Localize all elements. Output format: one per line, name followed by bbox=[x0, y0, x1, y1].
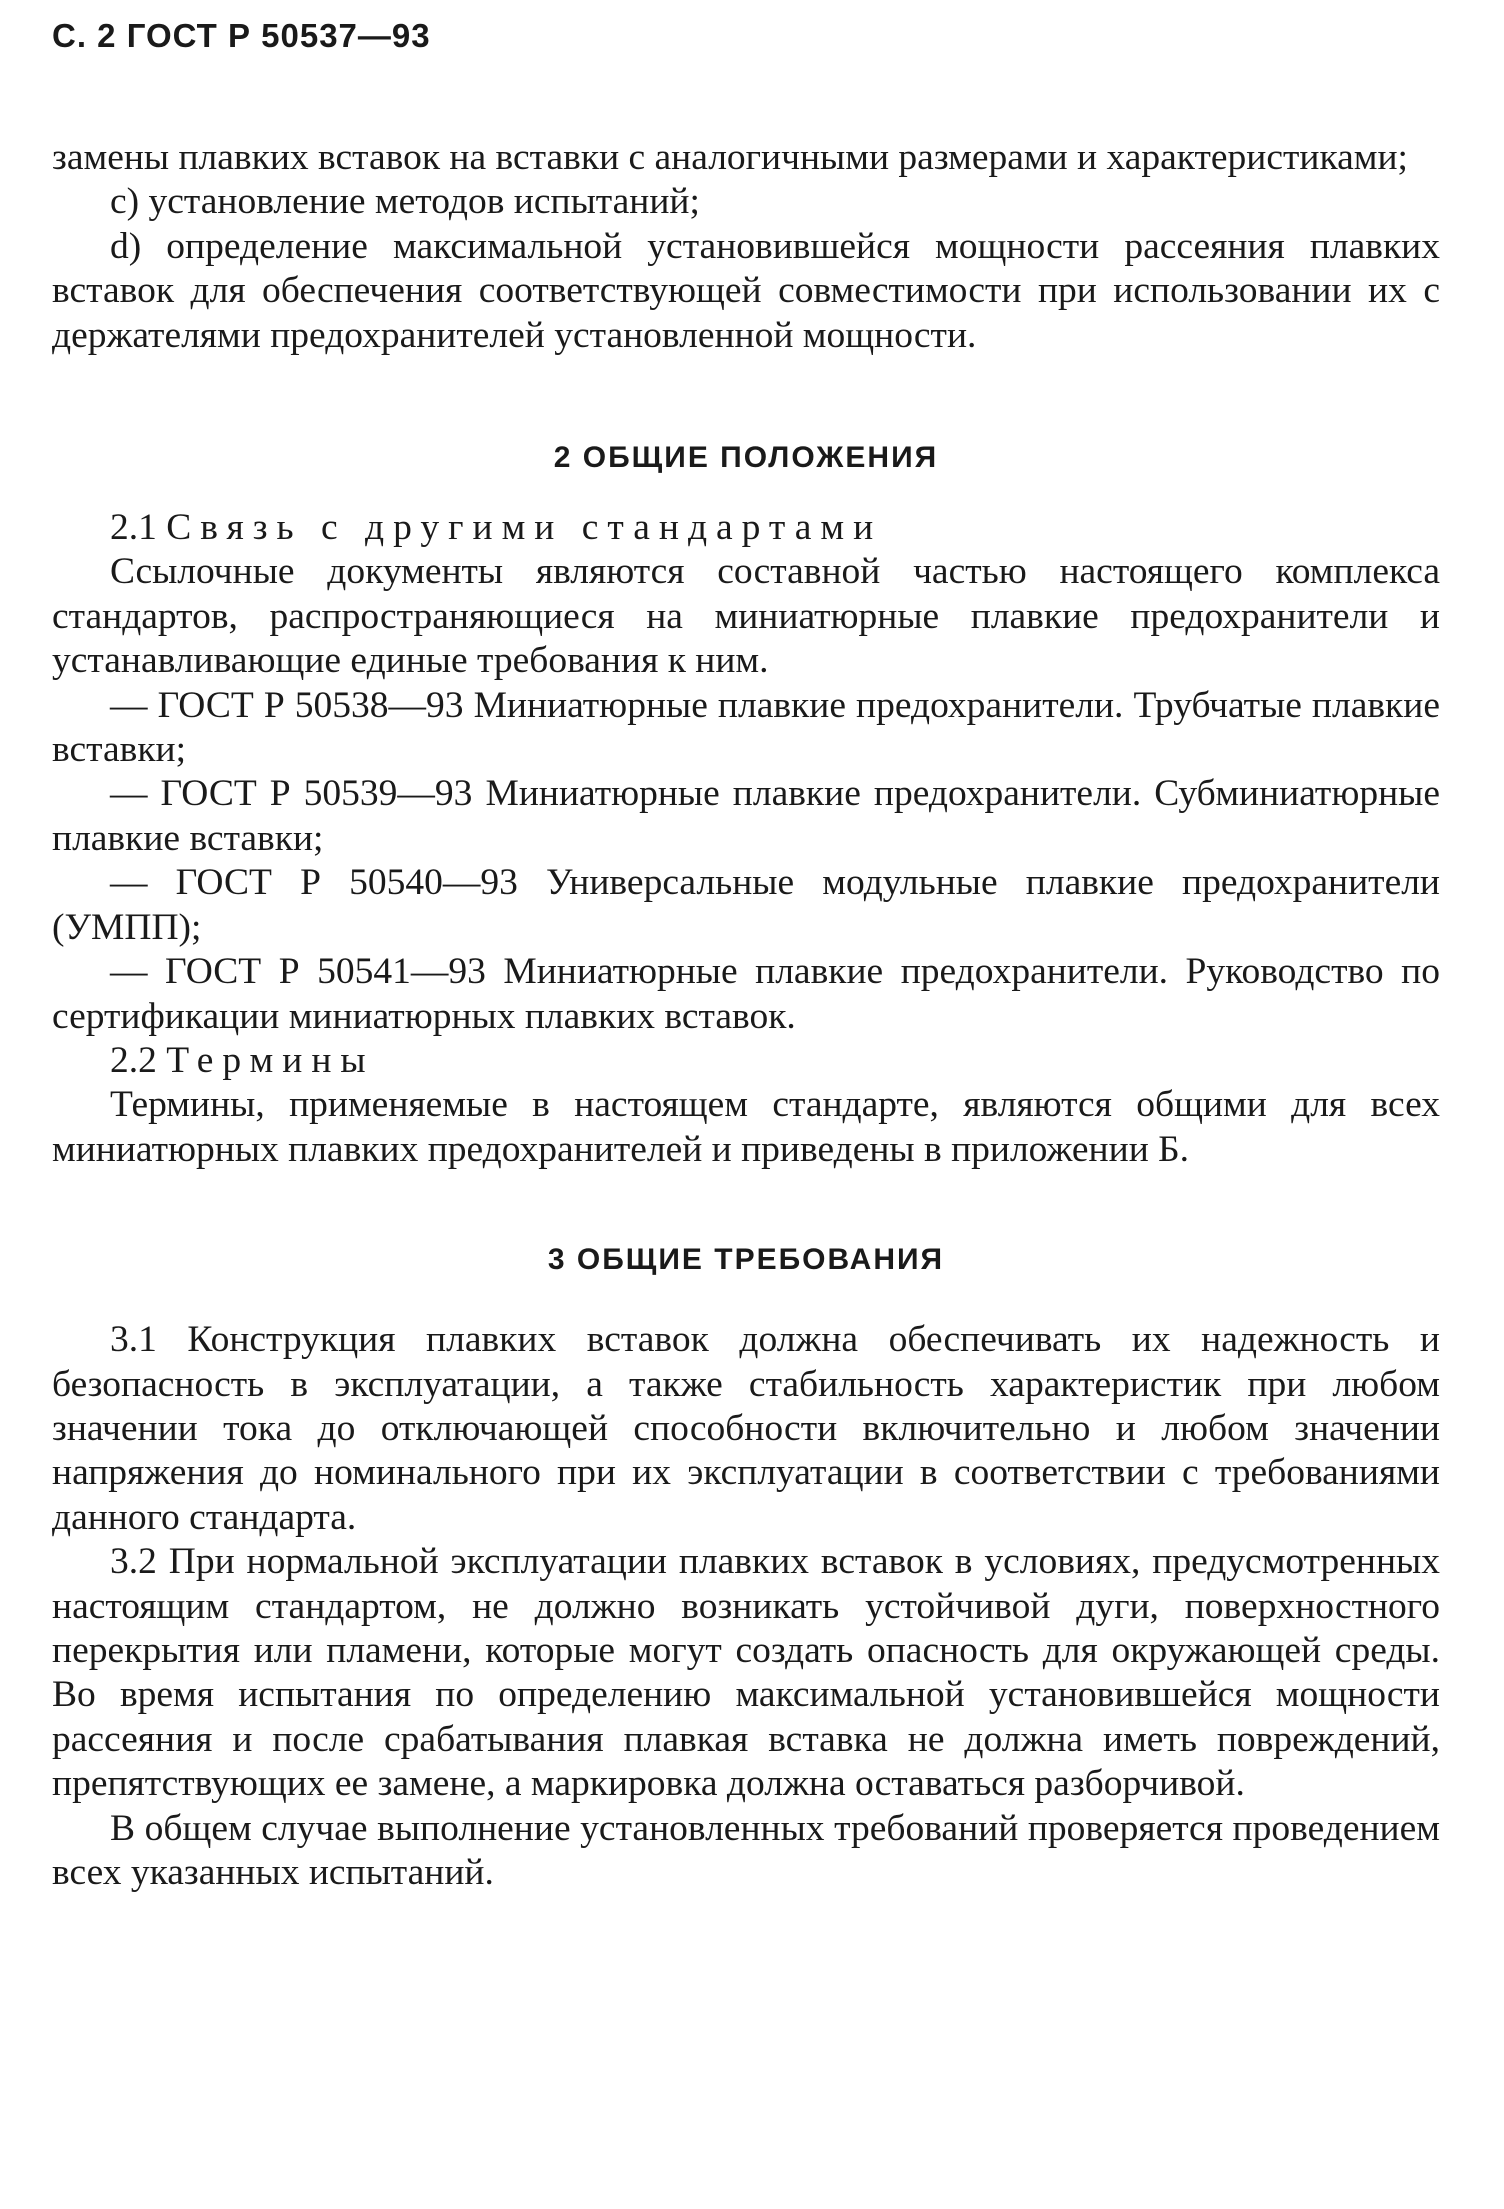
subsection-2-2-title bbox=[52, 1039, 1440, 1083]
reference-item: — ГОСТ Р 50540—93 Универсальные модульные плавкие предохранители (УМПП); bbox=[52, 862, 1440, 948]
subsection-2-2-text: Термины, применяемые в настоящем стандарте, являются общими для всех миниатюрных плавких предохранителей и приведены в приложении Б. bbox=[52, 1084, 1440, 1170]
reference-item: — ГОСТ Р 50539—93 Миниатюрные плавкие предохранители. Субминиатюрные плавкие вставки; bbox=[52, 773, 1440, 859]
subsection-2-2-number: 2.2 bbox=[110, 1039, 157, 1081]
intro-item-c: с) установление методов испытаний; bbox=[110, 181, 700, 223]
subsection-2-1-title-text: Связь с другими стандартами bbox=[166, 507, 883, 549]
running-head: С. 2 ГОСТ Р 50537—93 bbox=[52, 17, 431, 54]
reference-item: — ГОСТ Р 50538—93 Миниатюрные плавкие предохранители. Трубчатые плавкие вставки; bbox=[52, 684, 1440, 771]
subsection-2-1-text: Ссылочные документы являются составной частью настоящего комплекса стандартов, распространяющиеся на миниатюрные плавкие предохранители и устанавливающие единые требования к ним. bbox=[52, 551, 1440, 682]
intro-item-d: d) определение максимальной установившейся мощности рассеяния плавких вставок для обеспечения соответствующей совместимости при использовании их с держателями предохранителей установленной мощности. bbox=[52, 225, 1440, 356]
intro-continuation: замены плавких вставок на вставки с аналогичными размерами и характеристиками; bbox=[52, 137, 1408, 178]
section-2-heading: 2 ОБЩИЕ ПОЛОЖЕНИЯ bbox=[553, 441, 939, 475]
body-text bbox=[52, 136, 1440, 1895]
paragraph-3-1: 3.1 Конструкция плавких вставок должна обеспечивать их надежность и безопасность в эксплуатации, а также стабильность характеристик при любом значении тока до отключающей способности включительно и любом значении напряжения до номинального при их эксплуатации в соответствии с требованиями данного стандарта. bbox=[52, 1319, 1440, 1538]
document-page bbox=[52, 14, 1440, 1895]
subsection-2-1-number: 2.1 bbox=[110, 507, 157, 549]
paragraph-3-2: 3.2 При нормальной эксплуатации плавких вставок в условиях, предусмотренных настоящим стандартом, не должно возникать устойчивой дуги, поверхностного перекрытия или пламени, которые могут создать опасность для окружающей среды. Во время испытания по определению максимальной установившейся мощности рассеяния и после срабатывания плавкая вставка не должна иметь повреждений, препятствующих ее замене, а маркировка должна оставаться разборчивой. bbox=[52, 1541, 1440, 1805]
subsection-2-2-title-text: Термины bbox=[166, 1039, 375, 1081]
subsection-2-1-title bbox=[52, 506, 1440, 550]
section-3-heading: 3 ОБЩИЕ ТРЕБОВАНИЯ bbox=[547, 1243, 945, 1277]
reference-item: — ГОСТ Р 50541—93 Миниатюрные плавкие предохранители. Руководство по сертификации миниатюрных плавких вставок. bbox=[52, 951, 1440, 1037]
paragraph-3-2-continuation: В общем случае выполнение установленных требований проверяется проведением всех указанных испытаний. bbox=[52, 1807, 1440, 1893]
